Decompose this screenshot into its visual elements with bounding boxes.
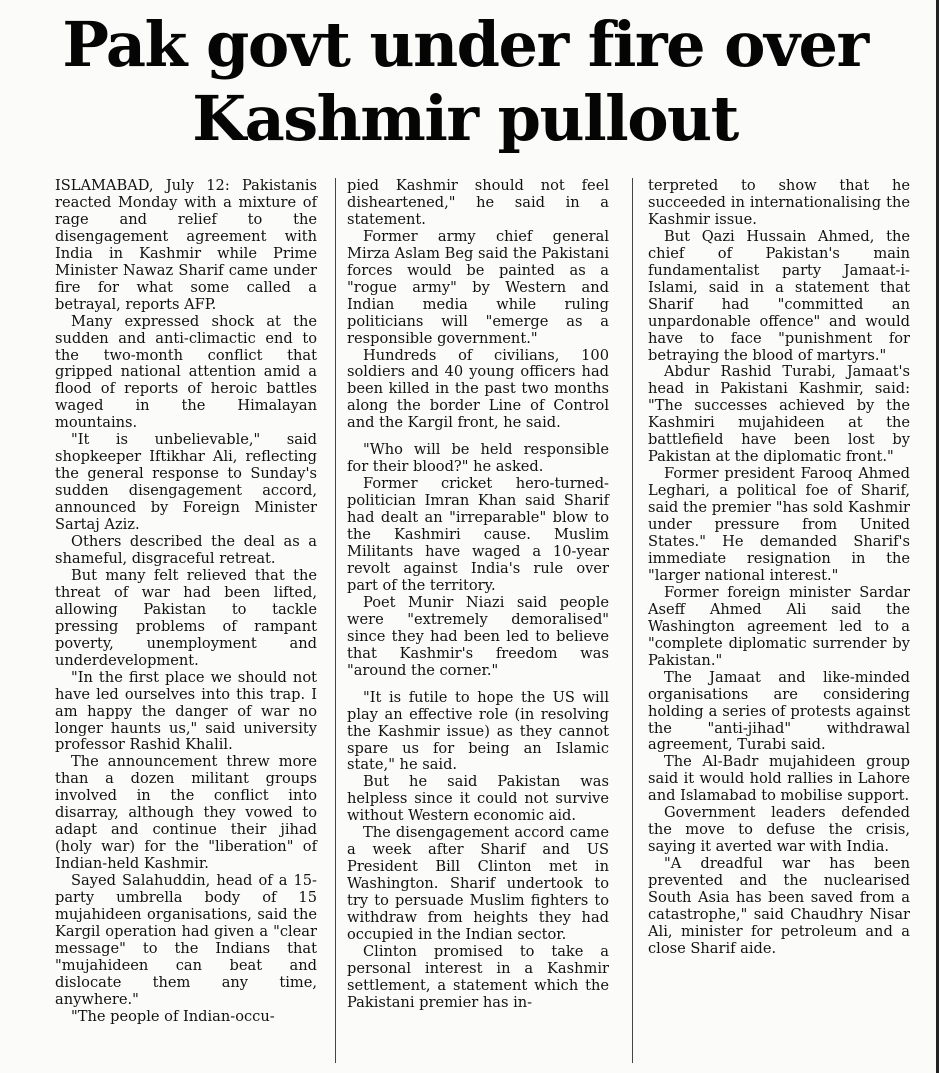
paragraph: Former army chief general Mirza Aslam Beg said the Pakistani forces would be painted as a "rogue army" by Western and Indian media while ruling politicians will "emerge as a responsible government." bbox=[347, 227, 609, 347]
paragraph: Former cricket hero-turned-politician Imran Khan said Sharif had dealt an "irreparable" blow to the Kashmiri cause. Muslim Militants have waged a 10-year revolt against India's rule over part of the territory. bbox=[347, 475, 609, 594]
paragraph: Government leaders defended the move to defuse the crisis, saying it averted war with India. bbox=[648, 804, 910, 856]
paragraph: Clinton promised to take a personal interest in a Kashmir settlement, a statement which the Pakistani premier has in- bbox=[347, 942, 609, 1011]
paragraph: But Qazi Hussain Ahmed, the chief of Pakistan's main fundamentalist party Jamaat-i-Islami, said in a statement that Sharif had "committed an unpardonable offence" and would have to face "punishment for betraying the blood of martyrs." bbox=[648, 227, 910, 364]
paragraph: pied Kashmir should not feel disheartened," he said in a statement. bbox=[347, 177, 609, 228]
paragraph: The announcement threw more than a dozen militant groups involved in the conflict into disarray, although they vowed to adapt and continue their jihad (holy war) for the "liberation" of Indian-held Kashmir. bbox=[55, 753, 317, 873]
paragraph: "Who will be held responsible for their blood?" he asked. bbox=[347, 441, 609, 476]
paragraph: But many felt relieved that the threat of war had been lifted, allowing Pakistan to tackle pressing problems of rampant poverty, unemployment and underdevelopment. bbox=[55, 566, 317, 669]
paragraph: The disengagement accord came a week after Sharif and US President Bill Clinton met in Washington. Sharif undertook to try to persuade Muslim fighters to withdraw from heights they had occupied in the Indian sector. bbox=[347, 824, 609, 943]
paragraph: Former foreign minister Sardar Aseff Ahmed Ali said the Washington agreement led to a "complete diplomatic surrender by Pakistan." bbox=[648, 583, 910, 669]
paragraph: But he said Pakistan was helpless since it could not survive without Western economic aid. bbox=[347, 773, 609, 825]
paragraph: Sayed Salahuddin, head of a 15-party umbrella body of 15 mujahideen organisations, said the Kargil operation had given a "clear message" to the Indians that "mujahideen can beat and dislocate them any time, anywhere." bbox=[55, 872, 317, 1008]
paragraph: "The people of Indian-occu- bbox=[71, 1007, 275, 1025]
headline-line-2: Kashmir pullout bbox=[192, 82, 738, 155]
article-column-3 bbox=[648, 178, 910, 958]
paragraph: The Jamaat and like-minded organisations are considering holding a series of protests against the "anti-jihad" withdrawal agreement, Turabi said. bbox=[648, 668, 910, 754]
paragraph: terpreted to show that he succeeded in internationalising the Kashmir issue. bbox=[648, 177, 910, 228]
paragraph: "It is unbelievable," said shopkeeper Iftikhar Ali, reflecting the general response to Sunday's sudden disengagement accord, announced by Foreign Minister Sartaj Aziz. bbox=[55, 431, 317, 534]
paragraph: "A dreadful war has been prevented and the nuclearised South Asia has been saved from a catastrophe," said Chaudhry Nisar Ali, minister for petroleum and a close Sharif aide. bbox=[648, 855, 910, 957]
article-column-1 bbox=[55, 178, 317, 1026]
paragraph: Abdur Rashid Turabi, Jamaat's head in Pakistani Kashmir, said: "The successes achieved by the Kashmiri mujahideen at the battlefield have been lost by Pakistan at the diplomatic front." bbox=[648, 363, 910, 466]
paragraph: "It is futile to hope the US will play an effective role (in resolving the Kashmir issue) as they cannot spare us for being an Islamic state," he said. bbox=[347, 688, 609, 774]
paragraph: Others described the deal as a shameful, disgraceful retreat. bbox=[55, 533, 317, 567]
paragraph: ISLAMABAD, July 12: Pakistanis reacted Monday with a mixture of rage and relief to the disengagement agreement with India in Kashmir while Prime Minister Nawaz Sharif came under fire for what some called a betrayal, reports AFP. bbox=[55, 177, 317, 313]
paragraph: Poet Munir Niazi said people were "extremely demoralised" since they had been led to believe that Kashmir's freedom was "around the corner." bbox=[347, 593, 609, 679]
paragraph: "In the first place we should not have led ourselves into this trap. I am happy the danger of war no longer haunts us," said university professor Rashid Khalil. bbox=[55, 668, 317, 754]
paragraph: Many expressed shock at the sudden and anti-climactic end to the two-month conflict that gripped national attention amid a flood of reports of heroic battles waged in the Himalayan mountains. bbox=[55, 312, 317, 432]
paragraph: Hundreds of civilians, 100 soldiers and 40 young officers had been killed in the past two months along the border Line of Control and the Kargil front, he said. bbox=[347, 346, 609, 432]
article-column-2 bbox=[347, 178, 609, 1012]
column-divider bbox=[335, 178, 336, 1063]
headline-line-1: Pak govt under fire over bbox=[62, 8, 868, 81]
headline bbox=[0, 8, 930, 156]
paragraph: The Al-Badr mujahideen group said it would hold rallies in Lahore and Islamabad to mobilise support. bbox=[648, 753, 910, 805]
paragraph: Former president Farooq Ahmed Leghari, a political foe of Sharif, said the premier "has sold Kashmir under pressure from United States." He demanded Sharif's immediate resignation in the "larger national interest." bbox=[648, 465, 910, 584]
column-divider bbox=[632, 178, 633, 1063]
